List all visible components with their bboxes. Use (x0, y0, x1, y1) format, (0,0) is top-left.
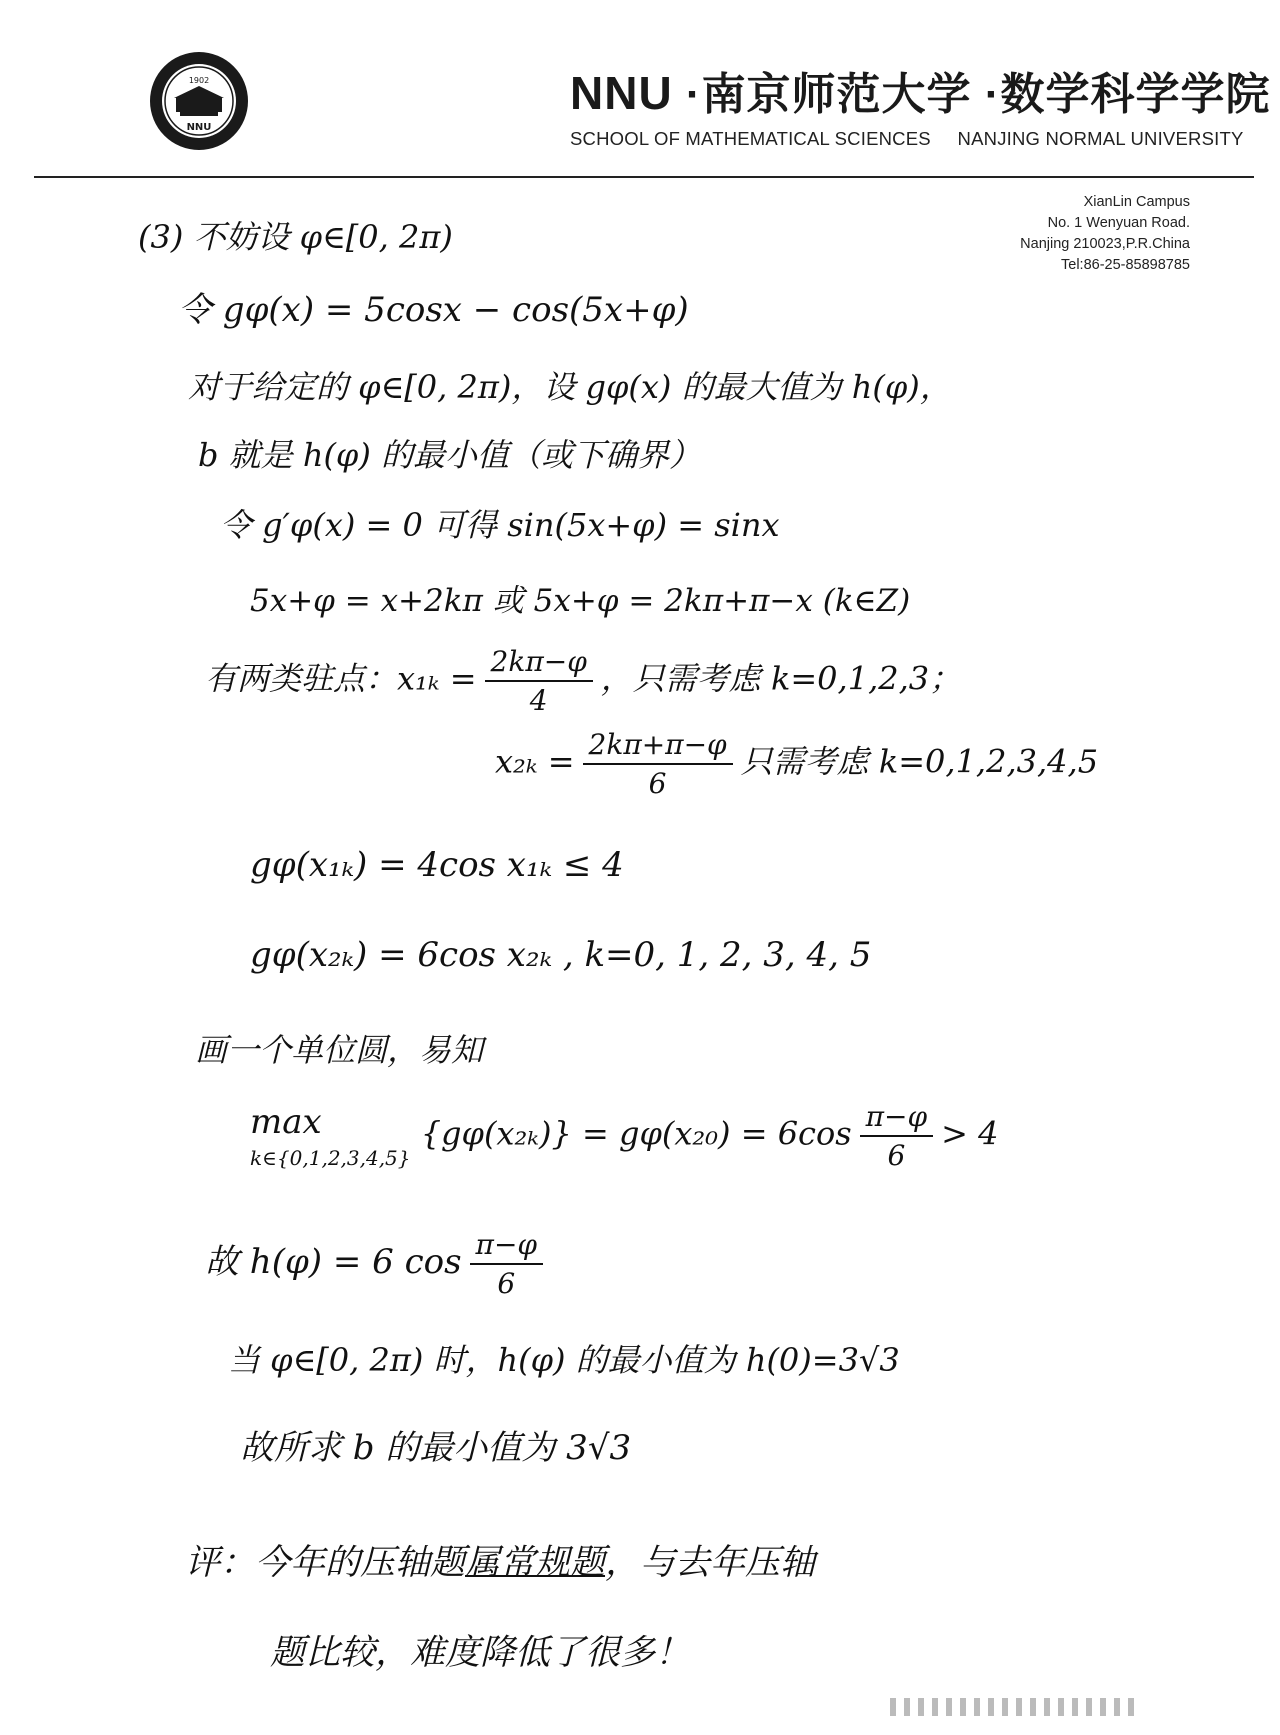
address-tel: Tel:86-25-85898785 (1061, 257, 1190, 273)
solution-line-15: 故所求 b 的最小值为 3√3 (240, 1428, 632, 1468)
header-divider (34, 176, 1254, 178)
line12-suffix: > 4 (941, 1114, 999, 1153)
fraction-denominator: 6 (887, 1139, 906, 1172)
comment-line-2: 题比较，难度降低了很多！ (270, 1633, 691, 1673)
fraction-x2k (583, 728, 733, 800)
fraction-numerator: π−φ (860, 1100, 933, 1137)
solution-line-2: 令 gφ(x) = 5cosx − cos(5x+φ) (178, 290, 689, 330)
letterhead-brand (570, 58, 1271, 150)
address-block (1020, 192, 1190, 276)
solution-line-9: gφ(x₁ₖ) = 4cos x₁ₖ ≤ 4 (250, 845, 624, 885)
brand-school-cn: 数学科学学院 (1000, 70, 1271, 119)
line13-prefix: 故 h(φ) = 6 cos (205, 1242, 462, 1282)
fraction-h-phi (470, 1228, 543, 1300)
solution-line-12 (250, 1100, 998, 1172)
university-en: NANJING NORMAL UNIVERSITY (957, 128, 1244, 149)
solution-line-6: 5x+φ = x+2kπ 或 5x+φ = 2kπ+π−x (k∈Z) (250, 583, 911, 619)
comment-line-1 (185, 1535, 815, 1585)
svg-text:1902: 1902 (188, 76, 210, 85)
fraction-pi-minus-phi (860, 1100, 933, 1172)
solution-line-8 (495, 728, 1098, 800)
line12-mid: {gφ(x₂ₖ)} = gφ(x₂₀) = 6cos (420, 1114, 852, 1153)
university-seal-logo (148, 50, 250, 152)
max-range: k∈{0,1,2,3,4,5} (250, 1146, 411, 1170)
solution-line-7 (205, 645, 961, 717)
fraction-denominator: 6 (497, 1267, 516, 1300)
fraction-denominator: 6 (648, 767, 667, 800)
solution-line-11: 画一个单位圆，易知 (195, 1031, 484, 1069)
svg-text:NNU: NNU (186, 122, 212, 133)
brand-university-cn: 南京师范大学 (701, 70, 972, 119)
brand-title (570, 58, 1271, 122)
solution-line-3: 对于给定的 φ∈[0, 2π)，设 gφ(x) 的最大值为 h(φ)， (188, 368, 952, 406)
address-road: No. 1 Wenyuan Road. (1047, 215, 1190, 231)
fraction-numerator: 2kπ+π−φ (583, 728, 733, 765)
address-city: Nanjing 210023,P.R.China (1020, 236, 1190, 252)
comment-part-b-underlined: 属常规题 (465, 1543, 606, 1583)
school-en: SCHOOL OF MATHEMATICAL SCIENCES (570, 128, 931, 149)
address-campus: XianLin Campus (1083, 194, 1190, 210)
solution-line-10: gφ(x₂ₖ) = 6cos x₂ₖ , k=0, 1, 2, 3, 4, 5 (250, 935, 872, 975)
brand-subtitle (570, 128, 1244, 150)
line7-prefix: 有两类驻点：x₁ₖ = (205, 659, 477, 698)
solution-line-14: 当 φ∈[0, 2π) 时，h(φ) 的最小值为 h(0)=3√3 (228, 1341, 900, 1379)
comment-part-c: ，与去年压轴 (605, 1543, 816, 1583)
fraction-numerator: 2kπ−φ (485, 645, 593, 682)
fraction-denominator: 4 (529, 684, 548, 717)
fraction-numerator: π−φ (470, 1228, 543, 1265)
line8-prefix: x₂ₖ = (495, 742, 575, 781)
brand-sep-2: · (984, 70, 1001, 119)
fraction-x1k (485, 645, 593, 717)
solution-line-1: (3) 不妨设 φ∈[0, 2π) (138, 218, 453, 256)
brand-abbr: NNU (570, 67, 673, 119)
line7-suffix: ，只需考虑 k=0,1,2,3； (600, 659, 962, 698)
solution-line-4: b 就是 h(φ) 的最小值（或下确界） (198, 436, 701, 474)
brand-sep-1: · (685, 70, 702, 119)
max-label: max (250, 1102, 322, 1142)
comment-part-a: 评：今年的压轴题 (185, 1543, 466, 1583)
line8-suffix: 只需考虑 k=0,1,2,3,4,5 (740, 742, 1099, 781)
ruler-marks-decoration (890, 1696, 1140, 1718)
solution-line-5: 令 g′φ(x) = 0 可得 sin(5x+φ) = sinx (220, 506, 780, 544)
max-operator (250, 1102, 411, 1170)
solution-line-13 (205, 1228, 551, 1300)
